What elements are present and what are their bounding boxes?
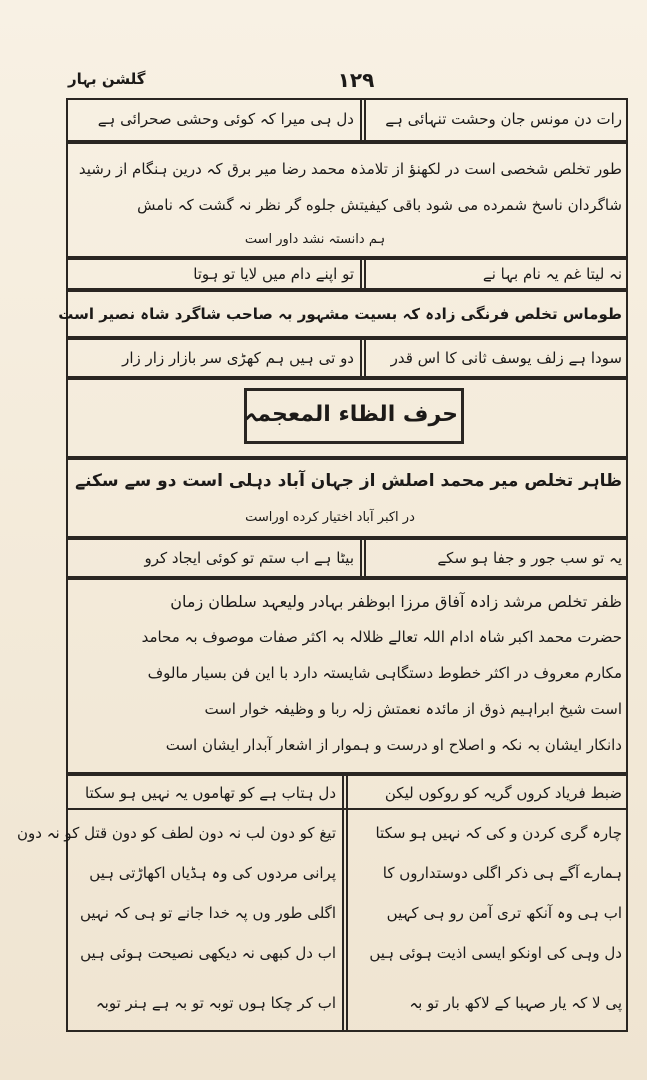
entry-tomas: طوماس تخلص فرنگی زادہ کہ بسیت مشہور بہ صاحب شاگرد شاہ نصیر است (58, 305, 622, 323)
column-divider (364, 98, 366, 142)
poem-right-line-1: ضبط فریاد کروں گریہ کو روکوں لیکن (384, 784, 622, 802)
poem-right-line-6: پی لا کہ یار صہبا کے لاکھ بار تو بہ (409, 994, 622, 1012)
poem-right-line-3: ہمارے آگے ہی ذکر اگلی دوستداروں کا (382, 864, 622, 882)
page-number: ۱۲۹ (337, 68, 375, 92)
entry-tauar-line2: شاگردان ناسخ شمرده می شود باقی کیفیتش جلوه گر نظر نہ گشت کہ نامش (137, 196, 622, 214)
entry-tauar-line1: طور تخلص شخصی است در لکھنؤ از تلامذہ محمد رضا میر برق کہ درین ہنگام از رشید (78, 160, 622, 178)
couplet-mid-right: نہ لیتا غم یہ نام بہا نے (482, 265, 622, 283)
entry-zafar-line4: است شیخ ابراہیم ذوق از مائدہ نعمتش زلہ ربا و وظیفہ خوار است (204, 700, 622, 718)
poem-right-line-2: چارہ گری کردن و کی کہ نہیں ہو سکتا (375, 824, 622, 842)
section-heading: حرف الظاء المعجمہ (244, 402, 458, 427)
entry-zahir-line2: در اکبر آباد اختیار کرده اوراست (245, 510, 415, 525)
entry-tauar-line3: ہم دانستہ نشد داور است (244, 232, 386, 247)
entry-zahir-line1: ظاہر تخلص میر محمد اصلش از جہان آباد دہلی است دو سے سکنے (75, 471, 622, 491)
poem-left-line-2: تیغ کو دون لب نہ دون لطف کو دون قتل کو نہ دون (16, 824, 336, 842)
couplet-zahir-right: یہ تو سب جور و جفا ہو سکے (437, 549, 622, 567)
column-divider (364, 338, 366, 378)
column-divider (360, 98, 362, 142)
poem-left-line-6: اب کر چکا ہوں توبہ تو بہ ہے ہنر توبہ (95, 994, 336, 1012)
row-rule (66, 808, 628, 810)
column-divider (364, 538, 366, 578)
poem-left-line-5: اب دل کبھی نہ دیکھی نصیحت ہوئی ہیں (80, 944, 336, 962)
column-divider (360, 538, 362, 578)
entry-zafar-line1: ظفر تخلص مرشد زادہ آفاق مرزا ابوظفر بہادر ولیعہد سلطان زمان (170, 592, 622, 611)
entry-zafar-line2: حضرت محمد اکبر شاہ ادام اللہ تعالے ظلالہ بہ اکثر صفات موصوف بہ محامد (141, 628, 622, 646)
couplet-third-left: دو تی ہیں ہم کھڑی سر بازار زار زار (122, 349, 354, 367)
entry-zafar-line3: مکارم معروف در اکثر خطوط دستگاہی شایستہ دارد با این فن بسیار مالوف (147, 664, 622, 682)
column-divider (342, 774, 344, 1032)
couplet-third-right: سودا ہے زلف یوسف ثانی کا اس قدر (390, 349, 622, 367)
couplet-mid-left: تو اپنے دام میں لایا تو ہوتا (193, 265, 354, 283)
poem-right-line-4: اب ہی وہ آنکھ تری آمن رو ہی کہیں (386, 904, 622, 922)
column-divider (360, 338, 362, 378)
column-divider (364, 258, 366, 290)
entry-zafar-line5: دانکار ایشان بہ نکہ و اصلاح او درست و ہموار از اشعار آبدار ایشان است (165, 736, 622, 754)
poem-left-line-3: پرانی مردوں کی وہ ہڈیاں اکھاڑتی ہیں (89, 864, 336, 882)
poem-left-line-4: اگلی طور وں پہ خدا جانے تو ہی کہ نہیں (79, 904, 336, 922)
book-title: گلشن بہار (68, 70, 146, 88)
poem-right-line-5: دل وہی کی اونکو ایسی اذیت ہوئی ہیں (369, 944, 622, 962)
couplet-zahir-left: بیٹا ہے اب ستم تو کوئی ایجاد کرو (144, 549, 354, 567)
couplet-top-right: رات دن مونس جان وحشت تنہائی ہے (385, 110, 622, 128)
couplet-top-left: دل ہی میرا کہ کوئی وحشی صحرائی ہے (97, 110, 354, 128)
column-divider (360, 258, 362, 290)
column-divider (346, 774, 348, 1032)
poem-left-line-1: دل ہتاب ہے کو تھاموں یہ نہیں ہو سکتا (84, 784, 336, 802)
